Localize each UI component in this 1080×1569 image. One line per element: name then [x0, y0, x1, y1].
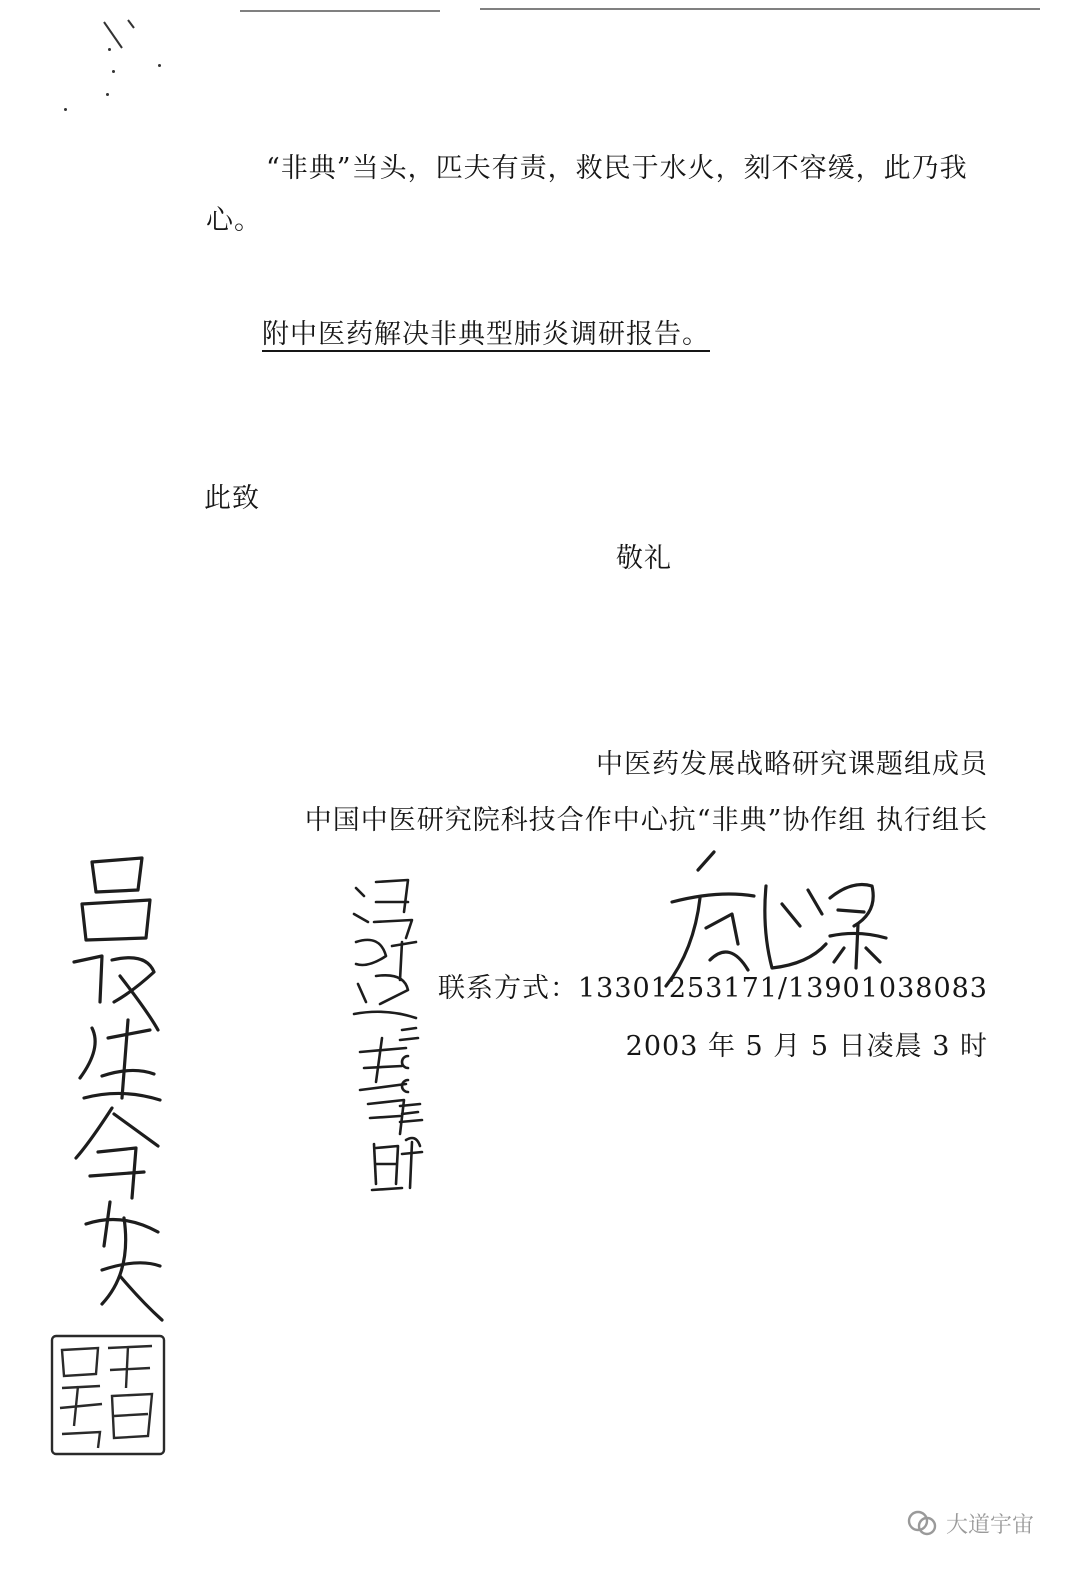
body-paragraph-line-1: “非典”当头，匹夫有责，救民于水火，刻不容缓，此乃我	[266, 153, 968, 184]
closing-salute: 敬礼	[616, 543, 672, 574]
leader-signature	[658, 840, 898, 990]
closing-opening: 此致	[204, 483, 260, 514]
group-line: 中医药发展战略研究课题组成员	[596, 749, 988, 780]
scan-mark	[100, 18, 140, 58]
wechat-icon	[906, 1509, 938, 1537]
organization-line: 中国中医研究院科技合作中心抗“非典”协作组 执行组长	[304, 805, 988, 836]
scan-edge-top	[480, 8, 1040, 10]
scan-edge-top	[240, 10, 440, 12]
scan-speck	[158, 64, 161, 67]
scan-speck	[64, 108, 67, 111]
watermark-text: 大道宇宙	[946, 1512, 1035, 1538]
scan-speck	[106, 93, 109, 96]
contact-phones: 13301253171/13901038083	[577, 973, 988, 1004]
scan-speck	[112, 70, 115, 73]
attachment-note: 附中医药解决非典型肺炎调研报告。	[262, 319, 710, 350]
seal-stamp	[48, 1330, 168, 1460]
contact-label: 联系方式：	[437, 973, 578, 1004]
date-line: 2003 年 5 月 5 日凌晨 3 时	[625, 1031, 988, 1062]
handwritten-date-column	[392, 1022, 432, 1192]
handwritten-note-left	[62, 852, 172, 1322]
body-paragraph-line-2: 心。	[206, 205, 262, 236]
account-watermark	[906, 1505, 1034, 1541]
